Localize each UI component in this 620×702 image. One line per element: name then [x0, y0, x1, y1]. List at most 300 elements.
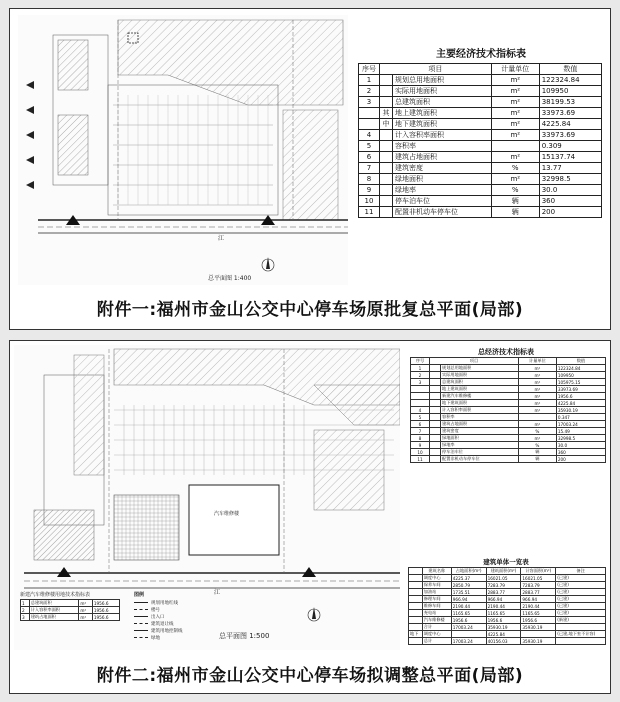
- row-unit: %: [491, 185, 539, 196]
- row-number: [411, 393, 430, 400]
- legend-swatch: [134, 630, 148, 631]
- row-number: 9: [359, 185, 380, 196]
- legend-swatch: [134, 623, 148, 624]
- unit-cell: 4225.37: [451, 575, 486, 582]
- row-value: 30.0: [556, 442, 605, 449]
- small-cell: m²: [79, 607, 92, 614]
- row-value: 200: [556, 456, 605, 463]
- unit-cell: (已建): [556, 610, 606, 617]
- row-number: 6: [411, 421, 430, 428]
- row-number: 7: [411, 428, 430, 435]
- tech-index-table-2: [410, 357, 606, 463]
- unit-cell: 1165.65: [521, 610, 556, 617]
- row-value: 109950: [556, 372, 605, 379]
- row-sub: [430, 421, 441, 428]
- unit-cell: 1956.6: [521, 617, 556, 624]
- row-item: 配置非机动车停车位: [441, 456, 519, 463]
- table-row: [411, 421, 606, 428]
- row-number: 1: [359, 75, 380, 86]
- small-cell: 1: [21, 600, 30, 607]
- unit-cell: 7283.79: [521, 582, 556, 589]
- table-row: [409, 631, 606, 638]
- unit-cell: 汽车维修楼: [422, 617, 451, 624]
- panel-original-plan: [9, 8, 611, 330]
- row-number: 4: [411, 407, 430, 414]
- row-unit: %: [491, 163, 539, 174]
- unit-cell: 35930.19: [521, 638, 556, 645]
- legend-label: 建筑用地控制线: [151, 628, 183, 634]
- row-unit: m²: [491, 86, 539, 97]
- row-item: 停车泊车位: [393, 196, 492, 207]
- table-row: [21, 607, 120, 614]
- table-row: [359, 196, 602, 207]
- unit-cell: (新建): [556, 617, 606, 624]
- legend-swatch: [134, 616, 148, 617]
- row-unit: m²: [518, 379, 556, 386]
- row-item: 容积率: [441, 414, 519, 421]
- unit-cell: 16021.05: [486, 575, 521, 582]
- header-cell: 备注: [556, 568, 606, 575]
- row-item: 配置非机动车停车位: [393, 207, 492, 218]
- row-unit: m²: [491, 97, 539, 108]
- row-item: 规划总用地面积: [441, 365, 519, 372]
- row-value: 15.49: [556, 428, 605, 435]
- legend-swatch: [134, 602, 148, 603]
- unit-cell: 1735.51: [451, 589, 486, 596]
- small-cell: 1956.6: [92, 614, 119, 621]
- unit-cell: [451, 631, 486, 638]
- row-item: 绿地率: [393, 185, 492, 196]
- row-sub: [430, 442, 441, 449]
- unit-cell: [409, 596, 423, 603]
- table-row: [409, 582, 606, 589]
- unit-cell: (已建): [556, 575, 606, 582]
- table-row: [411, 414, 606, 421]
- unit-cell: [409, 638, 423, 645]
- row-number: 11: [359, 207, 380, 218]
- row-unit: %: [518, 442, 556, 449]
- unit-cell: 1165.65: [451, 610, 486, 617]
- row-value: 30.0: [539, 185, 601, 196]
- row-unit: [518, 414, 556, 421]
- small-cell: 2: [21, 607, 30, 614]
- table-row: [359, 130, 602, 141]
- row-number: [359, 119, 380, 130]
- row-item: 停车泊车位: [441, 449, 519, 456]
- table-row: [21, 600, 120, 607]
- unit-table: [408, 567, 606, 645]
- unit-cell: [409, 617, 423, 624]
- unit-cell: 2190.44: [451, 603, 486, 610]
- legend-item: [134, 627, 214, 634]
- row-item: 建筑密度: [441, 428, 519, 435]
- plan-scale-label-1: 总平面图 1:400: [208, 275, 252, 282]
- legend-label: 出入口: [151, 614, 165, 620]
- unit-cell: 维修车间: [422, 603, 451, 610]
- table-row: [411, 428, 606, 435]
- row-sub: [430, 400, 441, 407]
- unit-cell: [409, 589, 423, 596]
- table-header-row: [411, 358, 606, 365]
- unit-cell: [556, 624, 606, 631]
- row-sub: [430, 393, 441, 400]
- row-unit: [491, 141, 539, 152]
- row-value: 109950: [539, 86, 601, 97]
- row-item: 地上建筑面积: [393, 108, 492, 119]
- tech-index-table-1: [358, 63, 602, 218]
- row-value: 0.309: [539, 141, 601, 152]
- row-sub: [430, 379, 441, 386]
- legend-item: [134, 634, 214, 641]
- panel-adjusted-plan: [9, 340, 611, 694]
- unit-cell: 17003.24: [451, 624, 486, 631]
- row-unit: m²: [518, 421, 556, 428]
- tech-table-title-1: 主要经济技术指标表: [436, 49, 526, 60]
- row-number: [411, 400, 430, 407]
- row-sub: [380, 75, 393, 86]
- row-item: 实际用地面积: [441, 372, 519, 379]
- unit-cell: 2850.79: [451, 582, 486, 589]
- site-plan-drawing-2: [14, 345, 400, 650]
- row-sub: [430, 449, 441, 456]
- header-cell: 建筑面积(m²): [486, 568, 521, 575]
- row-sub: [380, 207, 393, 218]
- unit-cell: 4225.84: [486, 631, 521, 638]
- row-sub: [430, 414, 441, 421]
- site-plan-drawing-1: [18, 15, 348, 285]
- row-unit: m²: [518, 386, 556, 393]
- road-label-2: 江: [214, 589, 221, 596]
- site-plan-svg-1: [18, 15, 348, 285]
- row-sub: [430, 435, 441, 442]
- unit-cell: 调度中心: [422, 631, 451, 638]
- row-unit: m²: [491, 152, 539, 163]
- unit-cell: [409, 624, 423, 631]
- row-sub: [380, 141, 393, 152]
- row-sub: [380, 185, 393, 196]
- row-unit: 辆: [518, 449, 556, 456]
- row-number: [411, 386, 430, 393]
- row-unit: m²: [518, 400, 556, 407]
- row-value: 33973.69: [539, 108, 601, 119]
- header-cell: 序号: [411, 358, 430, 365]
- small-cell: m²: [79, 600, 92, 607]
- row-number: 10: [411, 449, 430, 456]
- unit-cell: 7283.79: [486, 582, 521, 589]
- table-row: [411, 393, 606, 400]
- table-row: [411, 400, 606, 407]
- row-sub: [380, 163, 393, 174]
- row-item: 绿地面积: [393, 174, 492, 185]
- unit-table-title: 建筑单体一览表: [483, 558, 529, 566]
- table-row: [359, 97, 602, 108]
- header-cell: 数值: [556, 358, 605, 365]
- row-number: 2: [411, 372, 430, 379]
- small-cell: m²: [79, 614, 92, 621]
- row-value: 17003.24: [556, 421, 605, 428]
- unit-cell: 2190.44: [521, 603, 556, 610]
- row-sub: [430, 372, 441, 379]
- legend-item: [134, 606, 214, 613]
- small-cell: 建筑占地面积: [29, 614, 79, 621]
- row-item: 总建筑面积: [441, 379, 519, 386]
- row-unit: m²: [518, 393, 556, 400]
- unit-cell: [521, 631, 556, 638]
- table-row: [359, 163, 602, 174]
- table-row: [359, 152, 602, 163]
- row-value: 33973.69: [539, 130, 601, 141]
- row-unit: 辆: [518, 456, 556, 463]
- row-value: 0.347: [556, 414, 605, 421]
- table-row: [411, 442, 606, 449]
- row-number: 1: [411, 365, 430, 372]
- row-sub: [380, 152, 393, 163]
- table-row: [359, 119, 602, 130]
- unit-cell: 充电站: [422, 610, 451, 617]
- caption-1: 附件一:福州市金山公交中心停车场原批复总平面(局部): [96, 300, 524, 320]
- row-item: 实际用地面积: [393, 86, 492, 97]
- row-number: 3: [359, 97, 380, 108]
- table-row: [359, 86, 602, 97]
- legend-label: 绿地: [151, 635, 160, 641]
- legend-label: 楼号: [151, 607, 160, 613]
- header-cell: 计容面积(m²): [521, 568, 556, 575]
- unit-cell: (已建): [556, 589, 606, 596]
- unit-cell: 调度中心: [422, 575, 451, 582]
- table-row: [411, 449, 606, 456]
- row-value: 4225.84: [556, 400, 605, 407]
- row-number: 9: [411, 442, 430, 449]
- unit-cell: [409, 575, 423, 582]
- legend-title: 图例: [134, 592, 145, 598]
- row-item: 计入容积率面积: [441, 407, 519, 414]
- row-value: 32998.5: [539, 174, 601, 185]
- header-cell: 项目: [380, 64, 492, 75]
- unit-cell: 17003.24: [451, 638, 486, 645]
- new-building-label: 汽车维修楼: [214, 511, 240, 517]
- small-cell: 总建筑面积: [29, 600, 79, 607]
- row-item: 新建汽车维修楼: [441, 393, 519, 400]
- row-value: 200: [539, 207, 601, 218]
- road-label-1: 江: [218, 235, 225, 242]
- row-unit: m²: [491, 174, 539, 185]
- row-number: [359, 108, 380, 119]
- legend-item: [134, 599, 214, 606]
- row-sub: [380, 130, 393, 141]
- row-value: 35930.19: [556, 407, 605, 414]
- legend-item: [134, 620, 214, 627]
- row-item: 绿地率: [441, 442, 519, 449]
- row-sub: [380, 174, 393, 185]
- table-row: [409, 589, 606, 596]
- table-row: [359, 75, 602, 86]
- legend-label: 规划用地红线: [151, 600, 178, 606]
- unit-cell: (已建): [556, 596, 606, 603]
- table-row: [409, 624, 606, 631]
- row-item: 建筑占地面积: [441, 421, 519, 428]
- small-table-title: 新建汽车维修楼用地技术指标表: [20, 592, 91, 598]
- row-unit: m²: [518, 372, 556, 379]
- unit-cell: 35930.19: [521, 624, 556, 631]
- header-cell: 序号: [359, 64, 380, 75]
- unit-cell: [409, 610, 423, 617]
- row-sub: [380, 86, 393, 97]
- row-unit: m²: [491, 119, 539, 130]
- row-value: 4225.84: [539, 119, 601, 130]
- row-item: 绿地面积: [441, 435, 519, 442]
- row-item: 容积率: [393, 141, 492, 152]
- unit-cell: 966.94: [486, 596, 521, 603]
- row-value: 13.77: [539, 163, 601, 174]
- table-row: [411, 456, 606, 463]
- unit-cell: 合计: [422, 624, 451, 631]
- small-cell: 计入容积率面积: [29, 607, 79, 614]
- small-cell: 1956.6: [92, 600, 119, 607]
- table-row: [359, 141, 602, 152]
- table-row: [409, 603, 606, 610]
- row-unit: %: [518, 428, 556, 435]
- table-row: [409, 575, 606, 582]
- row-sub: [430, 407, 441, 414]
- unit-cell: 1956.6: [486, 617, 521, 624]
- row-item: 建筑占地面积: [393, 152, 492, 163]
- unit-cell: 地下: [409, 631, 423, 638]
- row-item: 计入容积率面积: [393, 130, 492, 141]
- legend-label: 建筑退让线: [151, 621, 174, 627]
- row-sub: [430, 365, 441, 372]
- unit-cell: (已建,地下室不计容): [556, 631, 606, 638]
- row-number: 2: [359, 86, 380, 97]
- table-row: [359, 108, 602, 119]
- row-value: 32998.5: [556, 435, 605, 442]
- table-row: [409, 638, 606, 645]
- unit-cell: 1956.6: [451, 617, 486, 624]
- row-sub: [430, 386, 441, 393]
- small-cell: 3: [21, 614, 30, 621]
- unit-cell: [409, 582, 423, 589]
- table-row: [359, 207, 602, 218]
- sub-label: 其: [380, 108, 393, 119]
- row-value: 1956.6: [556, 393, 605, 400]
- small-tech-table: [20, 599, 120, 621]
- table-row: [409, 617, 606, 624]
- table-row: [409, 596, 606, 603]
- header-cell: [409, 568, 423, 575]
- table-row: [409, 610, 606, 617]
- row-unit: m²: [491, 75, 539, 86]
- header-cell: 占地面积(m²): [451, 568, 486, 575]
- unit-cell: 2883.77: [521, 589, 556, 596]
- unit-cell: 2190.44: [486, 603, 521, 610]
- row-value: 105975.15: [556, 379, 605, 386]
- row-unit: m²: [491, 130, 539, 141]
- table-row: [411, 407, 606, 414]
- unit-cell: 修理车间: [422, 596, 451, 603]
- table-row: [359, 185, 602, 196]
- unit-cell: (已建): [556, 603, 606, 610]
- caption-2: 附件二:福州市金山公交中心停车场拟调整总平面(局部): [96, 666, 524, 686]
- unit-cell: [409, 603, 423, 610]
- row-value: 33973.69: [556, 386, 605, 393]
- table-header-row: [409, 568, 606, 575]
- legend-swatch: [134, 637, 148, 638]
- row-item: 地下建筑面积: [393, 119, 492, 130]
- header-cell: 计量单位: [491, 64, 539, 75]
- row-unit: m²: [518, 365, 556, 372]
- unit-cell: 966.94: [521, 596, 556, 603]
- unit-cell: [556, 638, 606, 645]
- table-row: [21, 614, 120, 621]
- small-cell: 1956.6: [92, 607, 119, 614]
- row-value: 15137.74: [539, 152, 601, 163]
- row-item: 地上建筑面积: [441, 386, 519, 393]
- table-row: [411, 379, 606, 386]
- header-cell: 数值: [539, 64, 601, 75]
- row-value: 38199.53: [539, 97, 601, 108]
- unit-cell: 16021.05: [521, 575, 556, 582]
- row-number: 3: [411, 379, 430, 386]
- table-row: [411, 372, 606, 379]
- row-number: 5: [359, 141, 380, 152]
- unit-cell: 总计: [422, 638, 451, 645]
- unit-cell: 40156.03: [486, 638, 521, 645]
- row-sub: [380, 196, 393, 207]
- plan-scale-label-2: 总平面图 1:500: [219, 632, 270, 640]
- row-value: 360: [539, 196, 601, 207]
- table-row: [411, 365, 606, 372]
- table-row: [359, 174, 602, 185]
- unit-cell: 加油站: [422, 589, 451, 596]
- row-unit: 辆: [491, 207, 539, 218]
- row-sub: [380, 97, 393, 108]
- unit-cell: 1165.65: [486, 610, 521, 617]
- row-value: 122324.84: [556, 365, 605, 372]
- row-sub: [430, 428, 441, 435]
- unit-cell: 35930.19: [486, 624, 521, 631]
- unit-cell: 保养车间: [422, 582, 451, 589]
- legend-item: [134, 613, 214, 620]
- row-item: 建筑密度: [393, 163, 492, 174]
- row-number: 8: [359, 174, 380, 185]
- row-number: 11: [411, 456, 430, 463]
- tech-table-title-2: 总经济技术指标表: [478, 348, 534, 356]
- row-number: 6: [359, 152, 380, 163]
- header-cell: 项目: [430, 358, 519, 365]
- row-unit: m²: [518, 407, 556, 414]
- header-cell: 计量单位: [518, 358, 556, 365]
- row-number: 7: [359, 163, 380, 174]
- row-unit: m²: [518, 435, 556, 442]
- legend-swatch: [134, 609, 148, 610]
- sub-label: 中: [380, 119, 393, 130]
- row-item: 总建筑面积: [393, 97, 492, 108]
- row-value: 122324.84: [539, 75, 601, 86]
- table-row: [411, 386, 606, 393]
- row-item: 地下建筑面积: [441, 400, 519, 407]
- header-cell: 建筑名称: [422, 568, 451, 575]
- row-number: 8: [411, 435, 430, 442]
- unit-cell: 2883.77: [486, 589, 521, 596]
- row-number: 5: [411, 414, 430, 421]
- row-unit: 辆: [491, 196, 539, 207]
- row-sub: [430, 456, 441, 463]
- table-header-row: [359, 64, 602, 75]
- row-item: 规划总用地面积: [393, 75, 492, 86]
- table-row: [411, 435, 606, 442]
- unit-cell: 966.94: [451, 596, 486, 603]
- row-value: 360: [556, 449, 605, 456]
- row-number: 10: [359, 196, 380, 207]
